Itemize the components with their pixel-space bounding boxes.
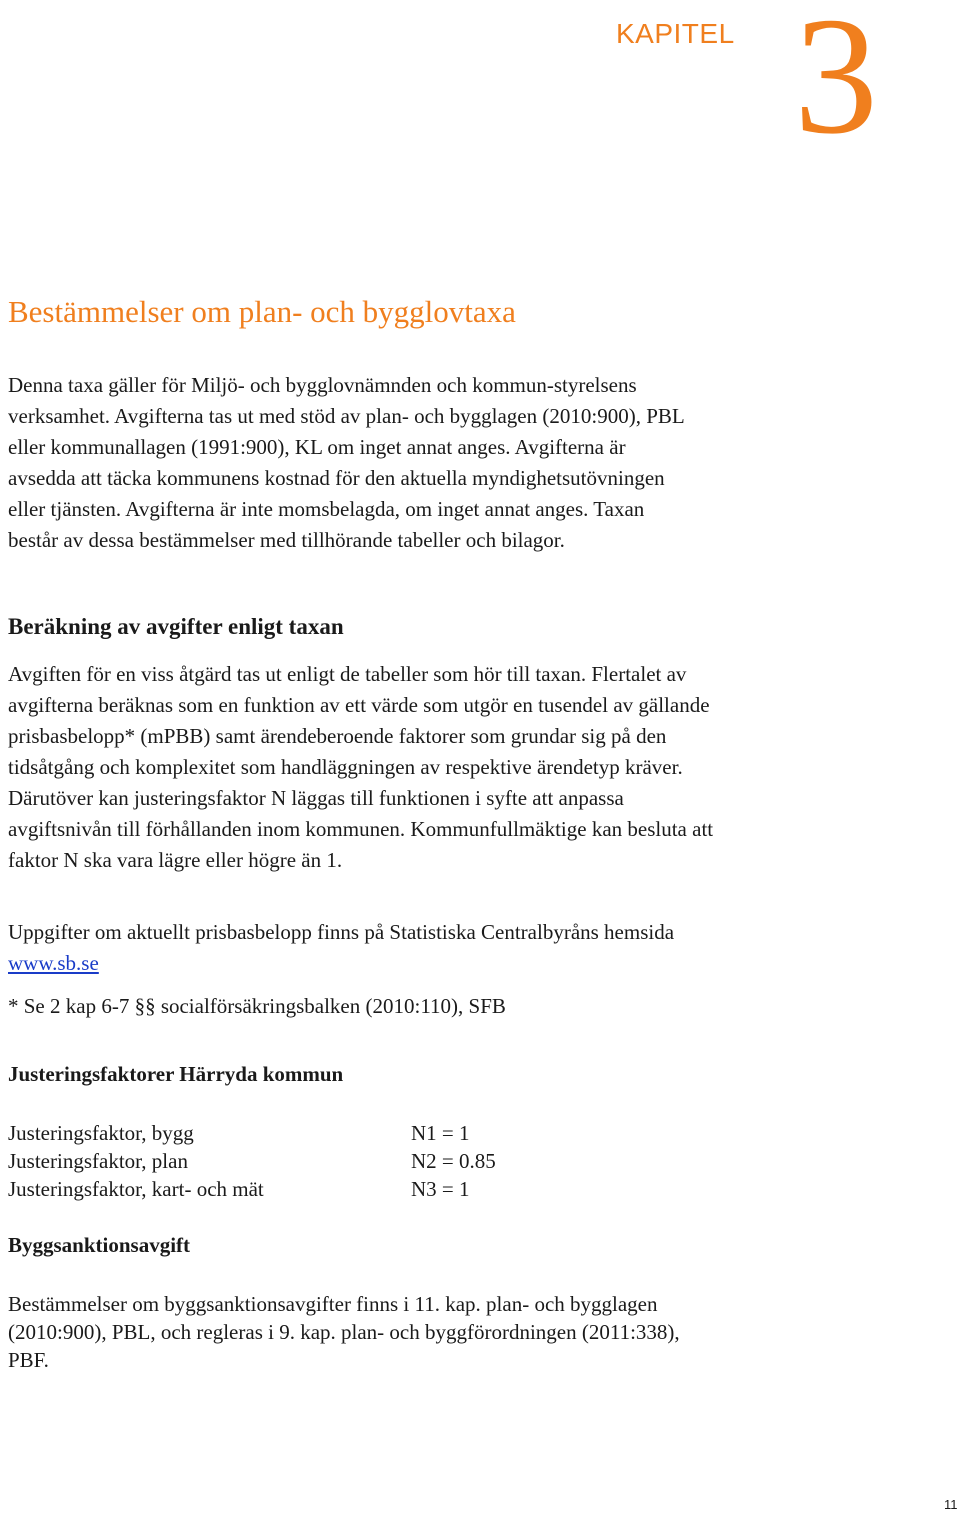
justering-table	[8, 1119, 496, 1203]
prisbas-paragraph	[8, 917, 728, 979]
table-row	[8, 1119, 496, 1147]
table-row	[8, 1175, 496, 1203]
table-row	[8, 1147, 496, 1175]
calc-section-body: Avgiften för en viss åtgärd tas ut enligt de tabeller som hör till taxan. Flertalet av avgifterna beräknas som en funktion av ett värde som utgör en tusendel av gällande prisbasbelopp* (mPBB) samt ärendeberoende faktorer som grundar sig på den tidsåtgång och komplexitet som handläggningen av respektive ärendetyp kräver. Därutöver kan justeringsfaktor N läggas till funktionen i syfte att anpassa avgiftsnivån till förhållanden inom kommunen. Kommunfullmäktige kan besluta att faktor N ska vara lägre eller högre än 1.	[8, 662, 714, 872]
chapter-label: KAPITEL	[616, 18, 735, 49]
calc-section-heading: Beräkning av avgifter enligt taxan	[8, 614, 344, 639]
intro-paragraph: Denna taxa gäller för Miljö- och bygglovnämnden och kommun-styrelsens verksamhet. Avgifterna tas ut med stöd av plan- och bygglagen (2010:900), PBL eller kommunallagen (1991:900), KL om inget annat anges. Avgifterna är avsedda att täcka kommunens kostnad för den aktuella myndighetsutövningen eller tjänsten. Avgifterna är inte momsbelagda, om inget annat anges. Taxan består av dessa bestämmelser med tillhörande tabeller och bilagor.	[8, 373, 684, 552]
prisbas-text: Uppgifter om aktuellt prisbasbelopp finns på Statistiska Centralbyråns hemsida	[8, 920, 675, 944]
factor-label: Justeringsfaktor, kart- och mät	[8, 1177, 264, 1201]
footnote: * Se 2 kap 6-7 §§ socialförsäkringsbalken (2010:110), SFB	[8, 994, 506, 1018]
scb-link[interactable]: www.sb.se	[8, 951, 99, 975]
byggsanktion-heading: Byggsanktionsavgift	[8, 1233, 191, 1257]
factor-value: N2 = 0.85	[411, 1149, 496, 1173]
factor-value: N1 = 1	[411, 1121, 470, 1145]
page-number: 11	[944, 1497, 958, 1512]
factor-label: Justeringsfaktor, bygg	[8, 1121, 194, 1145]
page-title: Bestämmelser om plan- och bygglovtaxa	[8, 294, 516, 329]
factor-value: N3 = 1	[411, 1177, 470, 1201]
justering-heading: Justeringsfaktorer Härryda kommun	[8, 1062, 344, 1086]
byggsanktion-body: Bestämmelser om byggsanktionsavgifter finns i 11. kap. plan- och bygglagen (2010:900), PBL, och regleras i 9. kap. plan- och byggförordningen (2011:338), PBF.	[8, 1292, 680, 1372]
factor-label: Justeringsfaktor, plan	[8, 1149, 188, 1173]
chapter-number: 3	[794, 0, 878, 169]
